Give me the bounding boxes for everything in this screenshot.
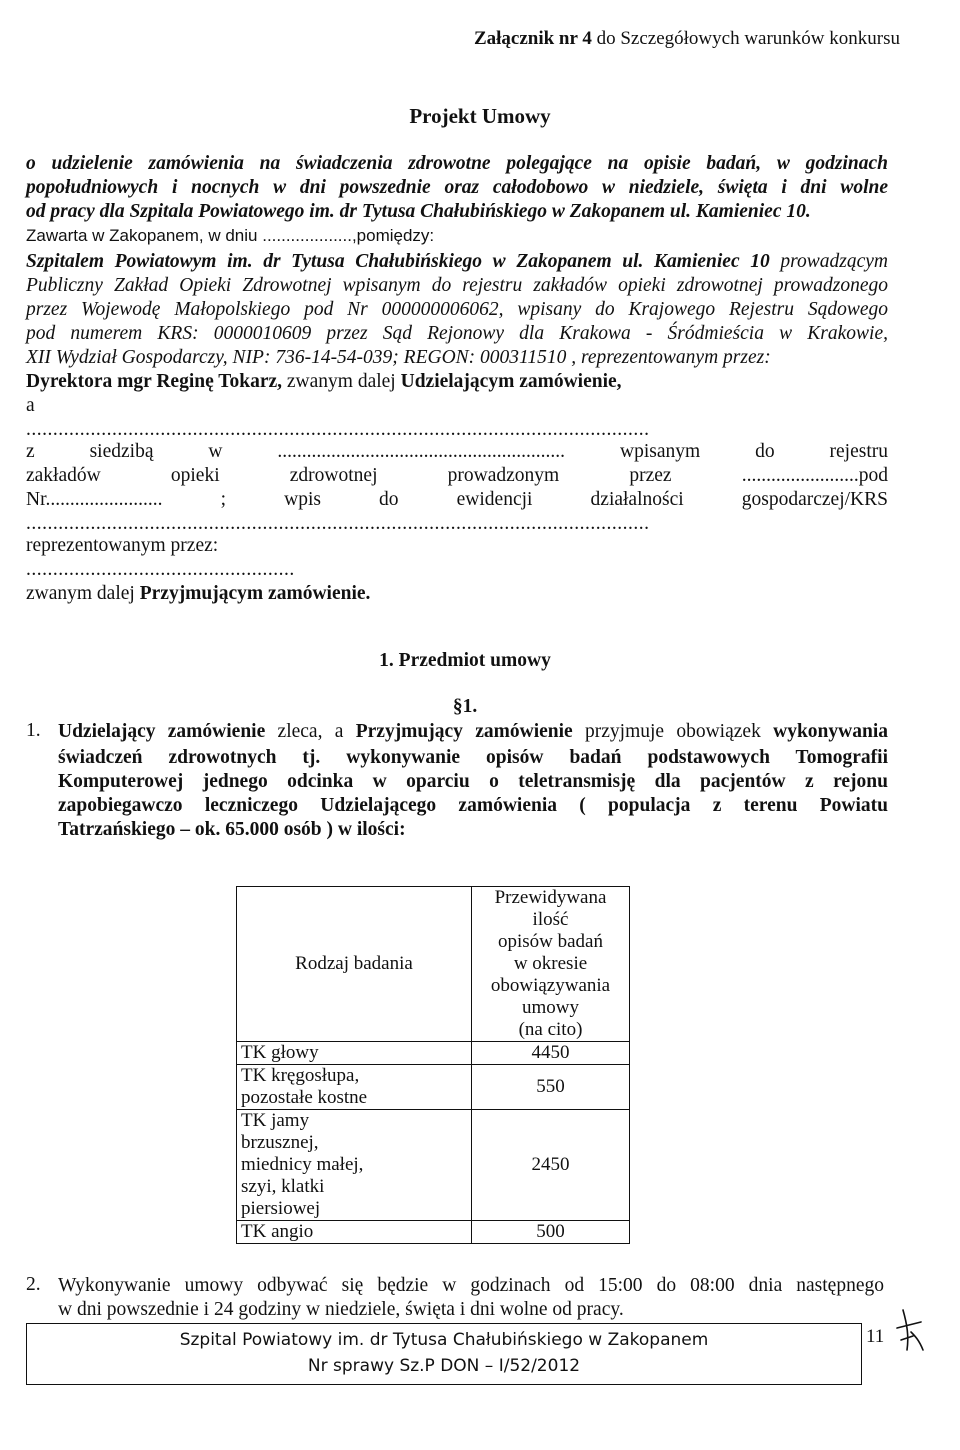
exam-type-line: TK głowy: [241, 1042, 319, 1063]
party1-line-5: XII Wydział Gospodarczy, NIP: 736-14-54-039; REGON: 000311510 , reprezentowanym przez:: [26, 347, 771, 368]
exam-type: [237, 1110, 472, 1221]
party1-line-1: [26, 250, 888, 274]
footer-case-number: Nr sprawy Sz.P DON – I/52/2012: [307, 1356, 581, 1376]
director-name: Dyrektora mgr Reginę Tokarz,: [26, 371, 283, 392]
table-row: [237, 1110, 630, 1221]
col-header-quantity-line: obowiązywania umowy: [490, 975, 611, 1018]
clause-1-ordering-party: Udzielający zamówienie: [58, 721, 266, 742]
clause-1-line-1: [58, 720, 888, 744]
exam-type-line: miednicy małej,: [241, 1154, 364, 1175]
conjunction-a: a: [26, 395, 35, 416]
exam-quantity: 550: [472, 1065, 630, 1110]
table-header-row: [237, 887, 630, 1042]
party2-representative-blank: ..................................................: [26, 559, 295, 580]
intro-line-1: o udzielenie zamówienia na świadczenia zdrowotne polegające na opisie badań, w godzinach: [26, 153, 888, 174]
clause-1-line-3: Komputerowej jednego odcinka w oparciu o teletransmisję dla pacjentów z rejonu: [58, 771, 888, 792]
col-header-type: Rodzaj badania: [237, 887, 472, 1042]
clause-1-line-4: zapobiegawczo leczniczego Udzielającego zamówienia ( populacja z terenu Powiatu: [58, 795, 888, 816]
document-title: Projekt Umowy: [409, 104, 551, 128]
party2-represented-by: reprezentowanym przez:: [26, 535, 219, 556]
party1-line-4: pod numerem KRS: 0000010609 przez Sąd Rejonowy dla Krakowa - Śródmieścia w Krakowie,: [26, 323, 888, 344]
table-row: [237, 1042, 630, 1065]
attachment-description: do Szczegółowych warunków konkursu: [591, 28, 900, 49]
ordering-party-label: Udzielającym zamówienie,: [400, 371, 622, 392]
clause-1-contractor: Przyjmujący zamówienie: [355, 721, 573, 742]
exam-quantity: 500: [472, 1221, 630, 1244]
intro-line-2: popołudniowych i nocnych w dni powszednie oraz całodobowo w niedziele, święta i dni wolne: [26, 177, 888, 198]
clause-1-text-b: przyjmuje obowiązek: [572, 721, 774, 742]
footer-hospital: Szpital Powiatowy im. dr Tytusa Chałubińskiego w Zakopanem: [179, 1330, 709, 1350]
party1-representative: [26, 370, 888, 394]
page-number: 11: [866, 1326, 885, 1347]
exam-type: [237, 1065, 472, 1110]
exam-type-line: pozostałe kostne: [241, 1087, 368, 1108]
party2-named-line: [26, 582, 888, 606]
named-as-2: zwanym dalej: [26, 583, 140, 604]
exam-type-line: piersiowej: [241, 1198, 321, 1219]
table-row: [237, 1221, 630, 1244]
intro-line-3: od pracy dla Szpitala Powiatowego im. dr Tytusa Chałubińskiego w Zakopanem ul. Kamieniec 10.: [26, 201, 811, 222]
party1-line-3: przez Wojewodę Małopolskiego pod Nr 000000006062, wpisany do Krajowego Rejestru Sądowego: [26, 299, 888, 320]
exam-type-line: TK kręgosłupa,: [241, 1065, 360, 1086]
col-header-quantity-line: w okresie: [513, 953, 588, 974]
clause-1-line-2: świadczeń zdrowotnych tj. wykonywanie opisów badań podstawowych Tomografii: [58, 747, 888, 768]
attachment-note: [474, 28, 900, 50]
col-header-quantity-line: (na cito): [518, 1019, 583, 1040]
col-header-quantity: [472, 887, 630, 1042]
exam-quantity: 4450: [472, 1042, 630, 1065]
clause-2-number: 2.: [26, 1274, 41, 1295]
party1-line-2: Publiczny Zakład Opieki Zdrowotnej wpisanym do rejestru zakładów opieki zdrowotnej prowadzonego: [26, 275, 888, 296]
exam-type-line: szyi, klatki: [241, 1176, 325, 1197]
exam-type: [237, 1221, 472, 1244]
clause-2-line-2: w dni powszednie i 24 godziny w niedziele, święta i dni wolne od pracy.: [58, 1299, 624, 1320]
hospital-name: Szpitalem Powiatowym im. dr Tytusa Chałubińskiego w Zakopanem ul. Kamieniec 10: [26, 251, 770, 272]
clause-1-obligation: wykonywania: [773, 721, 888, 742]
col-header-quantity-line: Przewidywana ilość: [494, 887, 607, 930]
paragraph-symbol: §1.: [452, 696, 478, 717]
named-as: zwanym dalej: [282, 371, 401, 392]
clause-1-line-5: Tatrzańskiego – ok. 65.000 osób ) w ilości:: [58, 819, 406, 840]
clause-1-number: 1.: [26, 720, 41, 741]
exam-type: [237, 1042, 472, 1065]
services-table: [236, 886, 630, 1244]
exam-type-line: TK jamy: [241, 1110, 310, 1131]
section-heading: 1. Przedmiot umowy: [379, 650, 551, 671]
initials-signature-icon: [895, 1306, 927, 1354]
contract-place-date: Zawarta w Zakopanem, w dniu ...................,pomiędzy:: [26, 226, 435, 245]
clause-1-text-a: zleca, a: [265, 721, 356, 742]
party2-seat-line: z siedzibą w ........................................................... wpisanym do rejestru: [26, 441, 888, 462]
exam-type-line: brzusznej,: [241, 1132, 319, 1153]
col-header-quantity-line: opisów badań: [497, 931, 603, 952]
party2-krs-blank: ....................................................................................................................: [26, 513, 650, 534]
clause-2-line-1: Wykonywanie umowy odbywać się będzie w godzinach od 15:00 do 08:00 dnia następnego: [58, 1275, 884, 1296]
table-row: [237, 1065, 630, 1110]
exam-quantity: 2450: [472, 1110, 630, 1221]
attachment-number: Załącznik nr 4: [473, 28, 592, 49]
contractor-label: Przyjmującym zamówienie.: [139, 583, 371, 604]
footer-box: [26, 1323, 862, 1385]
exam-type-line: TK angio: [241, 1221, 314, 1242]
party1-role: prowadzącym: [769, 251, 889, 272]
party2-number-line: Nr........................ ; wpis do ewidencji działalności gospodarczej/KRS: [26, 489, 888, 510]
party2-name-blank: ....................................................................................................................: [26, 419, 650, 440]
party2-register-line: zakładów opieki zdrowotnej prowadzonym przez ........................pod: [26, 465, 888, 486]
